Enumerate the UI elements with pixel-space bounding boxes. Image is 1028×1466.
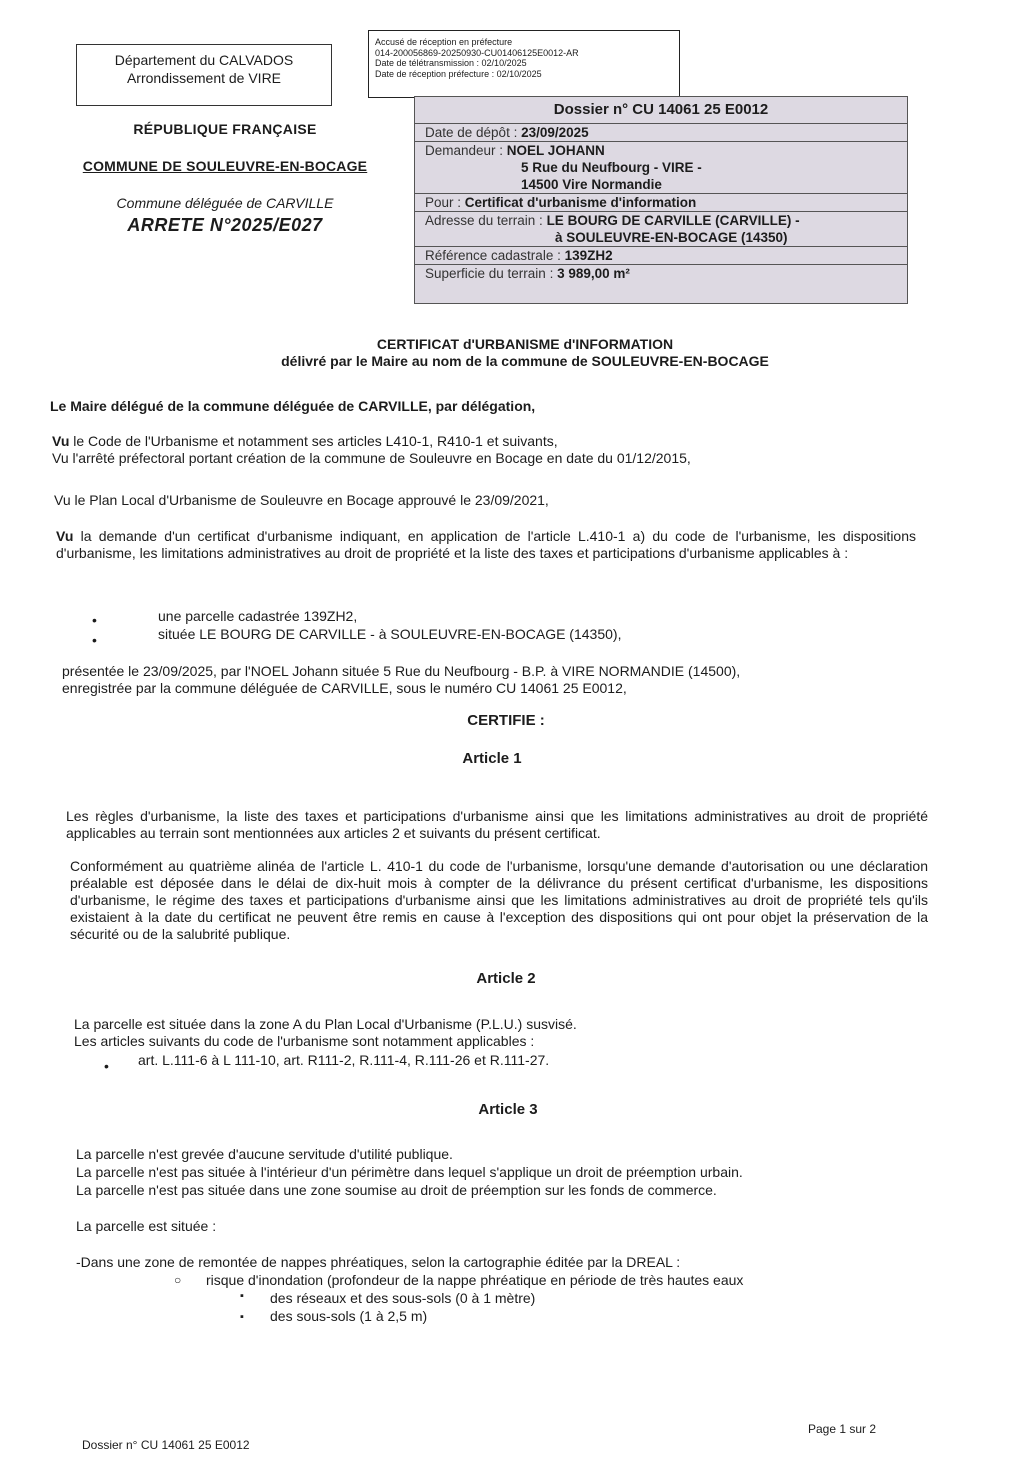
demandeur-address-1: 5 Rue du Neufbourg - VIRE - <box>521 160 702 175</box>
date-depot-row <box>415 124 907 142</box>
bullet-dot: • <box>92 632 97 648</box>
article-3-line-3: La parcelle n'est pas située dans une zone soumise au droit de préemption sur les fonds de commerce. <box>76 1182 717 1198</box>
commune-deleguee: Commune déléguée de CARVILLE <box>116 195 334 211</box>
pour-row <box>415 194 907 212</box>
parcelle-situee: située LE BOURG DE CARVILLE - à SOULEUVRE-EN-BOCAGE (14350), <box>158 626 622 642</box>
article-2-articles-list: art. L.111-6 à L 111-10, art. R111-2, R.111-4, R.111-26 et R.111-27. <box>138 1052 550 1068</box>
article-3-line-2: La parcelle n'est pas située à l'intérieur d'un périmètre dans lequel s'applique un droit de préemption urbain. <box>76 1164 743 1180</box>
square-bullet: ▪ <box>240 1311 244 1323</box>
article-3-line-1: La parcelle n'est grevée d'aucune servitude d'utilité publique. <box>76 1146 453 1162</box>
department-box <box>76 44 332 106</box>
arrete-number: ARRETE N°2025/E027 <box>127 215 323 235</box>
enregistree-text: enregistrée par la commune déléguée de CARVILLE, sous le numéro CU 14061 25 E0012, <box>62 680 627 696</box>
prefecture-line: 014-200056869-20250930-CU01406125E0012-AR <box>375 47 579 58</box>
article-1-title: Article 1 <box>462 750 522 767</box>
article-3-line-5: -Dans une zone de remontée de nappes phréatiques, selon la cartographie éditée par la DREAL : <box>76 1254 681 1270</box>
article-3-subsub-2: des sous-sols (1 à 2,5 m) <box>270 1308 428 1324</box>
article-2-zone: La parcelle est située dans la zone A du Plan Local d'Urbanisme (P.L.U.) susvisé. <box>74 1016 577 1032</box>
vu-demande-text: la demande d'un certificat d'urbanisme indiquant, en application de l'article L.410-1 a) du code de l'urbanisme, les dispositions d'urbanisme, les limitations administratives au droit de propriété et la liste des taxes et participations d'urbanisme applicables à : <box>56 528 916 561</box>
republique-heading: RÉPUBLIQUE FRANÇAISE <box>133 121 317 137</box>
bullet-dot: • <box>104 1058 109 1074</box>
square-bullet: ▪ <box>240 1290 244 1302</box>
bullet-dot: • <box>92 612 97 628</box>
demandeur-name: NOEL JOHANN <box>506 143 605 158</box>
certificat-title: CERTIFICAT d'URBANISME d'INFORMATION <box>376 336 674 352</box>
article-1-paragraph-1: Les règles d'urbanisme, la liste des taxes et participations d'urbanisme ainsi que les limitations administratives au droit de propriété applicables au terrain sont mentionnées aux articles 2 et suivants du présent certificat. <box>66 808 928 841</box>
prefecture-line: Accusé de réception en préfecture <box>375 37 513 47</box>
parcelle-cadastree: une parcelle cadastrée 139ZH2, <box>158 608 358 624</box>
reference-row <box>415 247 907 265</box>
certificat-subtitle: délivré par le Maire au nom de la commune de SOULEUVRE-EN-BOCAGE <box>281 353 769 369</box>
vu-code-text: le Code de l'Urbanisme et notamment ses articles L410-1, R410-1 et suivants, <box>69 433 558 449</box>
maire-statement: Le Maire délégué de la commune déléguée de CARVILLE, par délégation, <box>50 398 536 414</box>
date-depot-label: Date de dépôt : <box>425 125 522 140</box>
article-1-paragraph-2: Conformément au quatrième alinéa de l'article L. 410-1 du code de l'urbanisme, lorsqu'une demande d'autorisation ou une déclaration préalable est déposée dans le délai de dix-huit mois à compter de la délivrance du présent certificat d'urbanisme, les dispositions d'urbanisme, le régime des taxes et participations d'urbanisme ainsi que les limitations administratives au droit de propriété tels qu'ils existaient à la date du certificat ne peuvent être remis en cause à l'exception des dispositions qui ont pour objet la préservation de la sécurité ou de la salubrité publique. <box>70 858 928 942</box>
pour-value: Certificat d'urbanisme d'information <box>464 195 697 210</box>
adresse-row <box>415 212 907 247</box>
vu-prefix: Vu <box>56 528 74 544</box>
demandeur-address-2: 14500 Vire Normandie <box>521 177 662 192</box>
article-2-title: Article 2 <box>476 970 536 987</box>
adresse-value-2: à SOULEUVRE-EN-BOCAGE (14350) <box>555 230 788 245</box>
demandeur-row <box>415 142 907 194</box>
adresse-label: Adresse du terrain : <box>425 213 547 228</box>
vu-code-urbanisme <box>52 433 952 450</box>
vu-prefix: Vu <box>52 433 70 449</box>
vu-arrete-prefectoral: Vu l'arrêté préfectoral portant création de la commune de Souleuvre en Bocage en date du 01/12/2015, <box>52 450 691 466</box>
prefecture-line: Date de réception préfecture : 02/10/2025 <box>375 68 542 79</box>
date-depot-value: 23/09/2025 <box>521 125 589 140</box>
commune-heading: COMMUNE DE SOULEUVRE-EN-BOCAGE <box>82 158 368 174</box>
vu-demande <box>56 528 916 562</box>
footer-dossier-number: Dossier n° CU 14061 25 E0012 <box>82 1438 250 1452</box>
article-3-title: Article 3 <box>478 1101 538 1118</box>
footer-page-number: Page 1 sur 2 <box>808 1422 877 1436</box>
reference-label: Référence cadastrale : <box>425 248 565 263</box>
dossier-box <box>414 96 908 304</box>
departement-text: Département du CALVADOS <box>114 52 294 68</box>
reference-value: 139ZH2 <box>564 248 613 263</box>
arrondissement-text: Arrondissement de VIRE <box>126 70 282 86</box>
prefecture-receipt-stamp <box>368 30 680 98</box>
certifie-heading: CERTIFIE : <box>467 712 545 729</box>
adresse-value-1: LE BOURG DE CARVILLE (CARVILLE) - <box>546 213 800 228</box>
circle-bullet: ○ <box>174 1273 182 1287</box>
pour-label: Pour : <box>425 195 465 210</box>
article-3-line-4: La parcelle est située : <box>76 1218 217 1234</box>
presentee-text: présentée le 23/09/2025, par l'NOEL Johann située 5 Rue du Neufbourg - B.P. à VIRE NORMANDIE (14500), <box>62 663 741 679</box>
article-2-articles-intro: Les articles suivants du code de l'urbanisme sont notamment applicables : <box>74 1033 535 1049</box>
dossier-title: Dossier n° CU 14061 25 E0012 <box>415 97 907 124</box>
superficie-label: Superficie du terrain : <box>425 266 558 281</box>
article-3-sub-1: risque d'inondation (profondeur de la nappe phréatique en période de très hautes eaux <box>206 1272 744 1288</box>
superficie-value: 3 989,00 m² <box>557 266 630 281</box>
article-3-subsub-1: des réseaux et des sous-sols (0 à 1 mètre) <box>270 1290 536 1306</box>
vu-plu: Vu le Plan Local d'Urbanisme de Souleuvre en Bocage approuvé le 23/09/2021, <box>54 492 549 508</box>
demandeur-label: Demandeur : <box>425 143 507 158</box>
superficie-row <box>415 265 907 282</box>
prefecture-line: Date de télétransmission : 02/10/2025 <box>375 58 527 68</box>
